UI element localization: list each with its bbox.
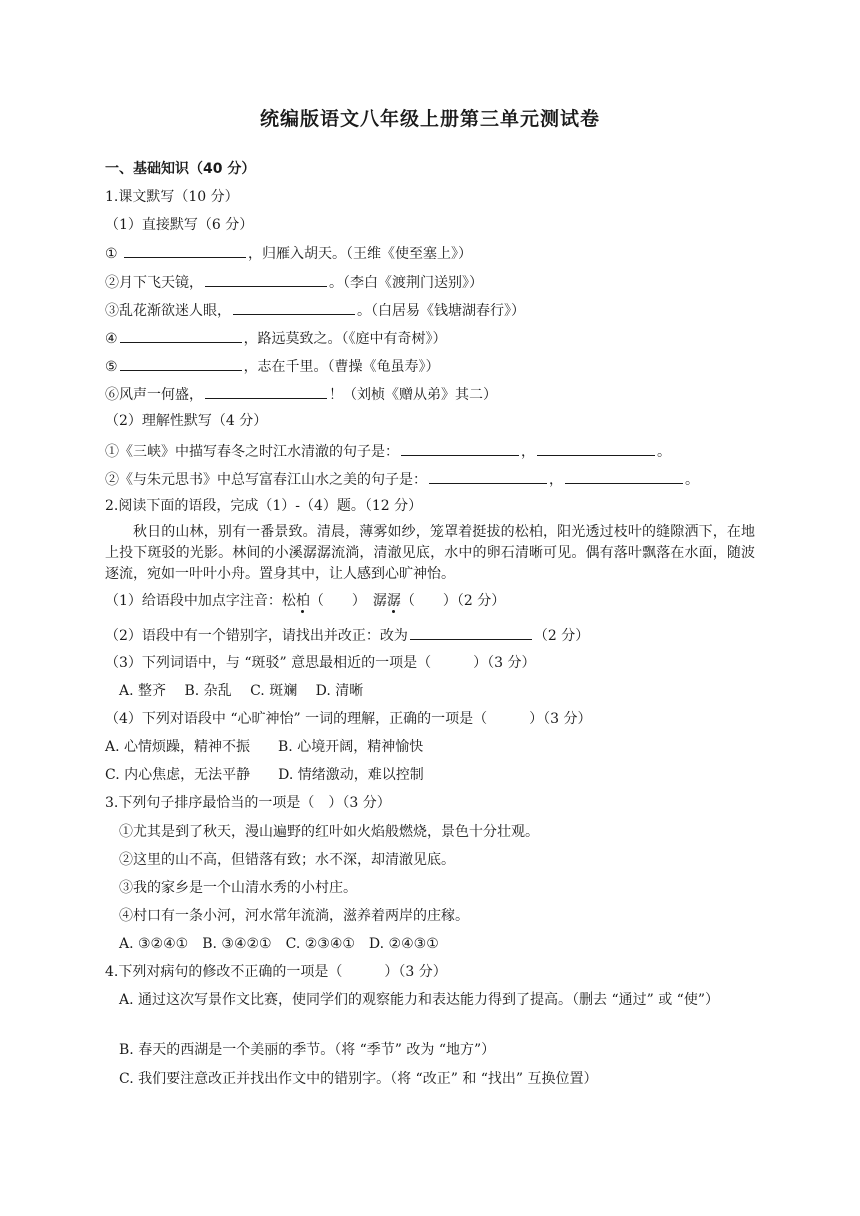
sentence-4: ④村口有一条小河，河水常年流淌，滋养着两岸的庄稼。: [119, 908, 469, 924]
answer-blank[interactable]: [120, 355, 242, 371]
question-2-sub4-options-1: A. 心情烦躁，精神不振 B. 心境开阔，精神愉快: [105, 739, 424, 755]
recite-item-2: ②月下飞天镜， 。（李白《渡荆门送别》）: [105, 271, 483, 293]
understanding-item-2: ②《与朱元思书》中总写富春江山水之美的句子是： ， 。: [105, 468, 699, 490]
question-1-sub1: （1）直接默写（6 分）: [105, 217, 254, 233]
recite-item-6: ⑥风声一何盛， ！（刘桢《赠从弟》其二）: [105, 383, 497, 405]
question-2-sub3-options: A. 整齐 B. 杂乱 C. 斑斓 D. 清晰: [119, 683, 364, 699]
question-4-option-b: B. 春天的西湖是一个美丽的季节。（将 “季节” 改为 “地方”）: [119, 1042, 496, 1058]
answer-blank[interactable]: [205, 383, 327, 399]
question-2-sub3: （3）下列词语中，与 “斑驳” 意思最相近的一项是（ ）（3 分）: [105, 655, 536, 671]
question-1-heading: 1.课文默写（10 分）: [105, 189, 239, 205]
understanding-item-1: ①《三峡》中描写春冬之时江水清澈的句子是： ， 。: [105, 440, 671, 462]
question-3-heading: 3.下列句子排序最恰当的一项是（ ）（3 分）: [105, 795, 391, 811]
page-title: 统编版语文八年级上册第三单元测试卷: [259, 108, 600, 130]
question-2-sub1: （1）给语段中加点字注音：松柏（ ） 潺潺（ ）（2 分）: [105, 593, 506, 609]
question-4-heading: 4.下列对病句的修改不正确的一项是（ ）（3 分）: [105, 964, 447, 980]
reading-passage: 秋日的山林，别有一番景致。清晨，薄雾如纱，笼罩着挺拔的松柏，阳光透过枝叶的缝隙洒下，在地上投下斑驳的光影。林间的小溪潺潺流淌，清澈见底，水中的卵石清晰可见。偶有落叶飘落在水面，随波逐流，宛如一叶叶小舟。置身其中，让人感到心旷神怡。: [105, 524, 755, 582]
recite-item-1: ① ，归雁入胡天。（王维《使至塞上》）: [105, 242, 472, 264]
question-3-options: A. ③②④① B. ③④②① C. ②③④① D. ②④③①: [119, 936, 439, 952]
question-2-sub2: （2）语段中有一个错别字，请找出并改正：改为 （2 分）: [105, 624, 589, 646]
question-4-option-a: A. 通过这次写景作文比赛，使同学们的观察能力和表达能力得到了提高。（删去 “通过” 或 “使”）: [119, 992, 719, 1008]
answer-blank[interactable]: [410, 624, 532, 640]
answer-blank[interactable]: [205, 271, 327, 287]
question-1-sub2: （2）理解性默写（4 分）: [105, 413, 268, 429]
answer-blank[interactable]: [124, 242, 246, 258]
answer-blank[interactable]: [537, 440, 655, 456]
sentence-1: ①尤其是到了秋天，漫山遍野的红叶如火焰般燃烧，景色十分壮观。: [119, 824, 539, 840]
answer-blank[interactable]: [401, 440, 519, 456]
sentence-2: ②这里的山不高，但错落有致；水不深，却清澈见底。: [119, 852, 455, 868]
answer-blank[interactable]: [429, 468, 547, 484]
question-2-heading: 2.阅读下面的语段，完成（1）-（4）题。（12 分）: [105, 498, 423, 514]
question-4-option-c: C. 我们要注意改正并找出作文中的错别字。（将 “改正” 和 “找出” 互换位置）: [119, 1071, 598, 1087]
recite-item-5: ⑤ ，志在千里。（曹操《龟虽寿》）: [105, 355, 440, 377]
question-2-sub4-options-2: C. 内心焦虑，无法平静 D. 情绪激动，难以控制: [105, 767, 424, 783]
answer-blank[interactable]: [233, 299, 355, 315]
section-heading: 一、基础知识（40 分）: [105, 161, 256, 177]
sentence-3: ③我的家乡是一个山清水秀的小村庄。: [119, 880, 357, 896]
answer-blank[interactable]: [565, 468, 683, 484]
answer-blank[interactable]: [120, 327, 242, 343]
question-2-sub4: （4）下列对语段中 “心旷神怡” 一词的理解，正确的一项是（ ）（3 分）: [105, 711, 592, 727]
recite-item-4: ④ ，路远莫致之。（《庭中有奇树》）: [105, 327, 447, 349]
recite-item-3: ③乱花渐欲迷人眼， 。（白居易《钱塘湖春行》）: [105, 299, 525, 321]
